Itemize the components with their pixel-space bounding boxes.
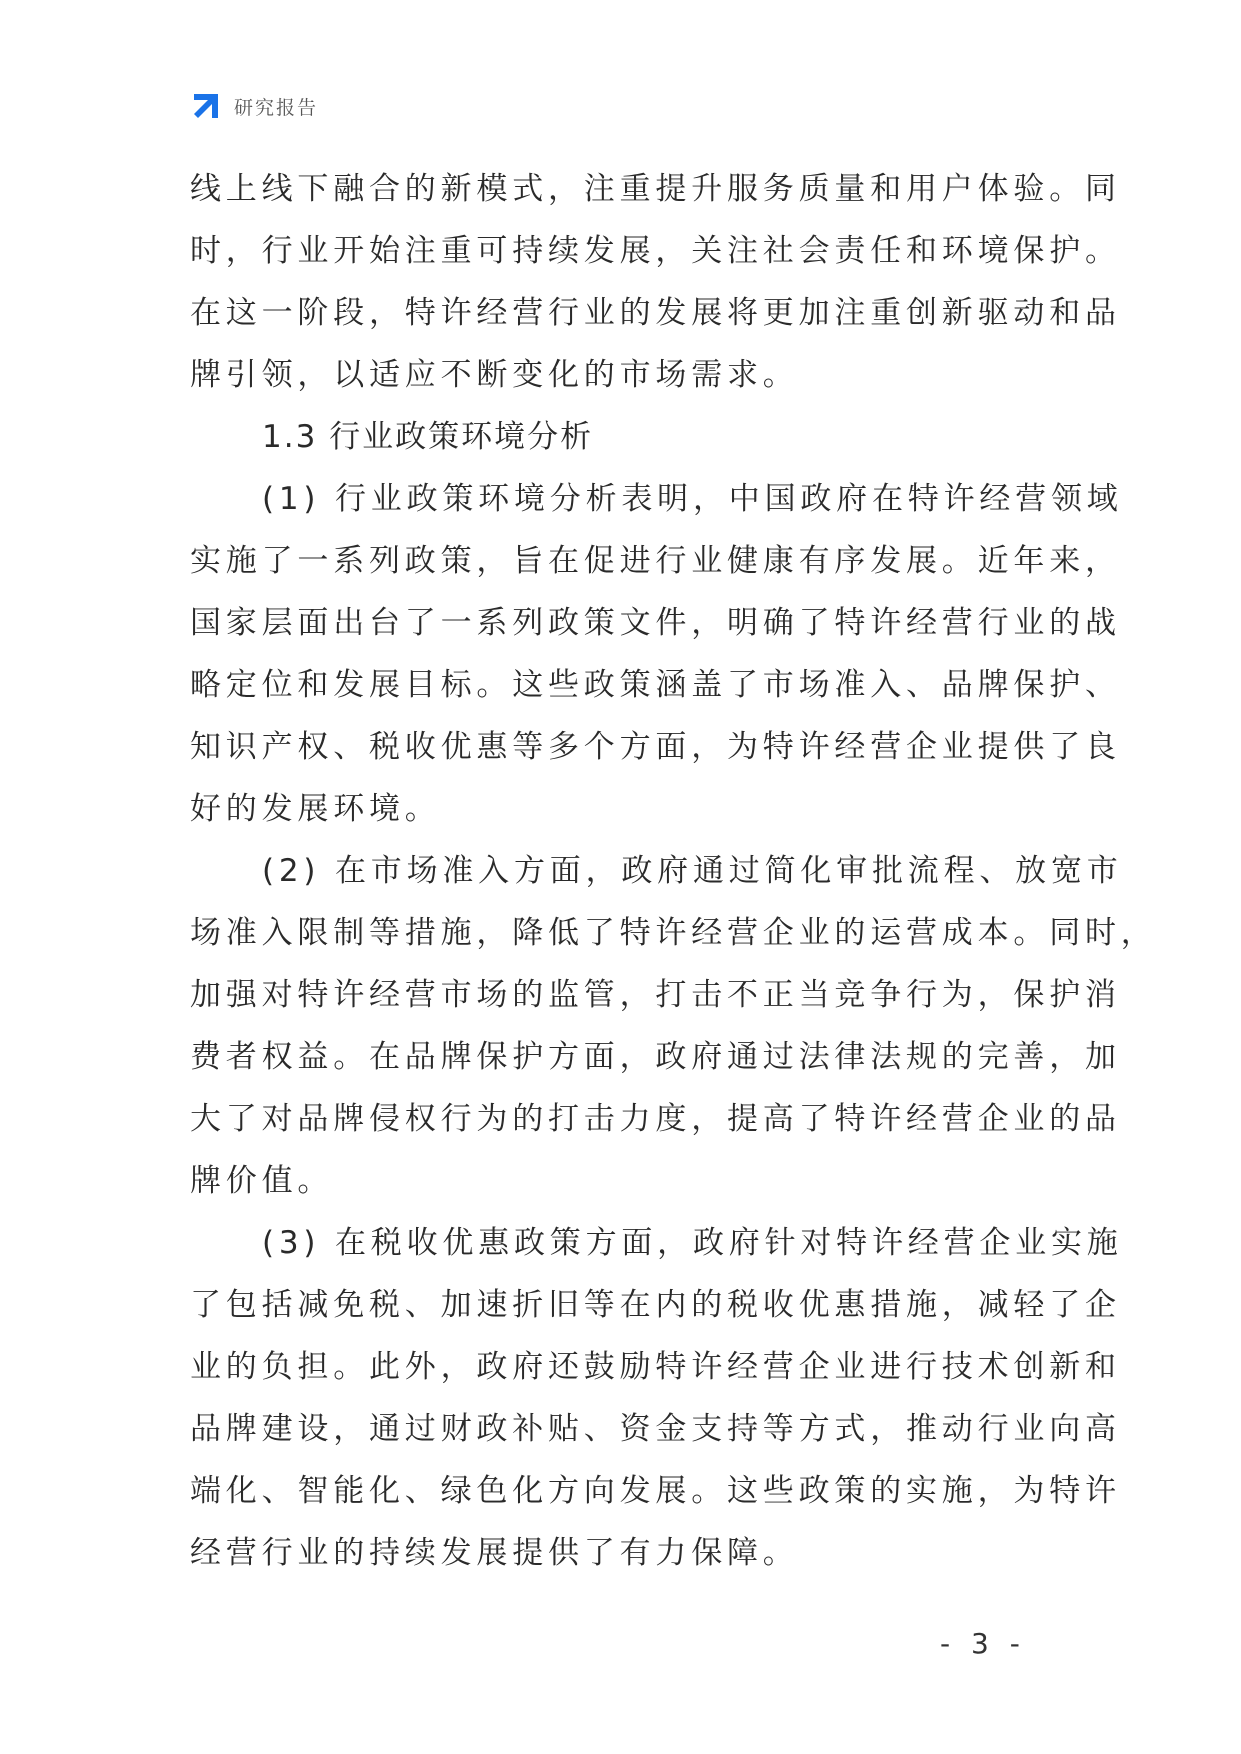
page-header	[190, 88, 318, 124]
text-line: 在这一阶段，特许经营行业的发展将更加注重创新驱动和品	[190, 295, 1121, 331]
text-line: 费者权益。在品牌保护方面，政府通过法律法规的完善，加	[190, 1039, 1121, 1075]
document-body	[190, 158, 1157, 1584]
text-line: 了包括减免税、加速折旧等在内的税收优惠措施，减轻了企	[190, 1287, 1121, 1323]
text-line: 加强对特许经营市场的监管，打击不正当竞争行为，保护消	[190, 977, 1121, 1013]
text-line: 大了对品牌侵权行为的打击力度，提高了特许经营企业的品	[190, 1101, 1121, 1137]
text-line: 场准入限制等措施，降低了特许经营企业的运营成本。同时，	[190, 915, 1157, 951]
arrow-up-right-icon	[190, 90, 222, 122]
paragraph-3	[190, 1212, 1123, 1584]
text-line: 实施了一系列政策，旨在促进行业健康有序发展。近年来，	[190, 543, 1121, 579]
continuation-paragraph	[190, 158, 1121, 406]
text-line: 时，行业开始注重可持续发展，关注社会责任和环境保护。	[190, 233, 1121, 269]
section-heading: 1.3 行业政策环境分析	[262, 419, 594, 455]
text-line: 端化、智能化、绿色化方向发展。这些政策的实施，为特许	[190, 1473, 1121, 1509]
text-line: 经营行业的持续发展提供了有力保障。	[190, 1535, 799, 1571]
text-line: 国家层面出台了一系列政策文件，明确了特许经营行业的战	[190, 605, 1121, 641]
header-title: 研究报告	[234, 96, 319, 119]
text-line: (3) 在税收优惠政策方面，政府针对特许经营企业实施	[262, 1225, 1123, 1261]
text-line: 业的负担。此外，政府还鼓励特许经营企业进行技术创新和	[190, 1349, 1121, 1385]
text-line: 知识产权、税收优惠等多个方面，为特许经营企业提供了良	[190, 729, 1121, 765]
page-number: - 3 -	[940, 1627, 1026, 1660]
text-line: 好的发展环境。	[190, 791, 441, 827]
paragraph-2	[190, 840, 1157, 1212]
text-line: (2) 在市场准入方面，政府通过简化审批流程、放宽市	[262, 853, 1123, 889]
text-line: 线上线下融合的新模式，注重提升服务质量和用户体验。同	[190, 171, 1121, 207]
text-line: 品牌建设，通过财政补贴、资金支持等方式，推动行业向高	[190, 1411, 1121, 1447]
paragraph-1	[190, 468, 1123, 840]
text-line: 略定位和发展目标。这些政策涵盖了市场准入、品牌保护、	[190, 667, 1121, 703]
text-line: 牌价值。	[190, 1163, 334, 1199]
text-line: (1) 行业政策环境分析表明，中国政府在特许经营领域	[262, 481, 1123, 517]
text-line: 牌引领，以适应不断变化的市场需求。	[190, 357, 799, 393]
